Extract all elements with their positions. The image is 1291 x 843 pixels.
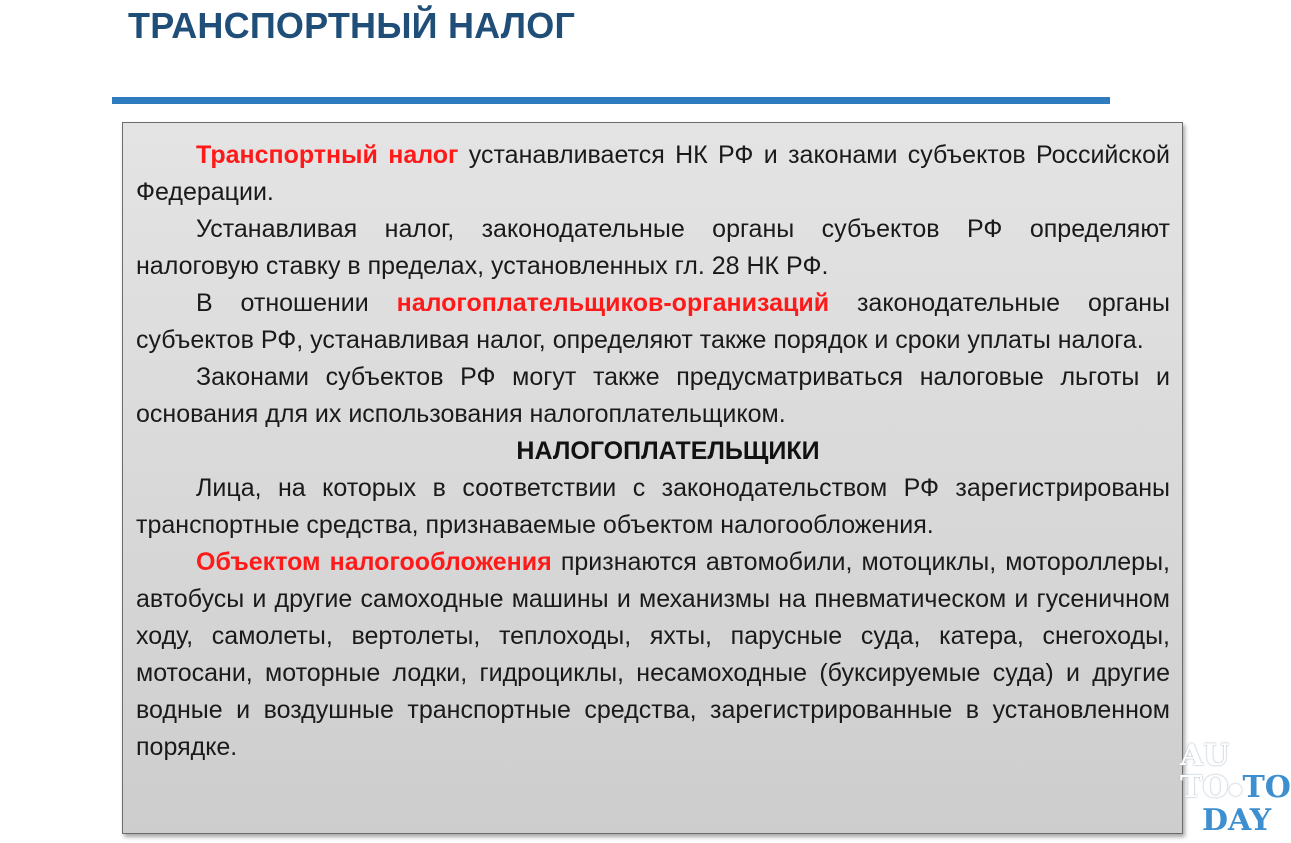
paragraph-benefits: Законами субъектов РФ могут также предусматриваться налоговые льготы и основания для их использования налогоплательщиком. <box>136 363 1170 428</box>
watermark-dot: ● <box>1228 779 1243 798</box>
watermark-line-2-right: TO <box>1242 770 1291 805</box>
paragraph-definition-text: устанавливается НК РФ и законами субъектов Российской Федерации. <box>136 141 1170 206</box>
highlight-object-of-taxation: Объектом налогообложения <box>196 548 552 576</box>
slide-title: ТРАНСПОРТНЫЙ НАЛОГ <box>128 5 576 46</box>
section-heading-taxpayers: НАЛОГОПЛАТЕЛЬЩИКИ <box>516 437 820 465</box>
paragraph-organizations-after: законодательные органы субъектов РФ, устанавливая налог, определяют также порядок и сроки уплаты налога. <box>136 289 1170 354</box>
paragraph-organizations <box>136 285 1170 359</box>
watermark-line-1: AU <box>1180 738 1230 773</box>
watermark-line-3: DAY <box>1202 803 1272 838</box>
paragraph-organizations-before: В отношении <box>196 289 397 317</box>
highlight-taxpayer-organizations: налогоплательщиков-организаций <box>396 289 830 317</box>
watermark-line-2 <box>1180 770 1291 805</box>
content-box <box>122 122 1183 834</box>
paragraph-object-text: признаются автомобили, мотоциклы, мотороллеры, автобусы и другие самоходные машины и механизмы на пневматическом и гусеничном ходу, самолеты, вертолеты, теплоходы, яхты, парусные суда, катера, снегоходы, мотосани, моторные лодки, гидроциклы, несамоходные (буксируемые суда) и другие водные и воздушные транспортные средства, зарегистрированные в установленном порядке. <box>136 548 1170 761</box>
paragraph-taxpayers: Лица, на которых в соответствии с законодательством РФ зарегистрированы транспортные средства, признаваемые объектом налогообложения. <box>136 474 1170 539</box>
paragraph-definition <box>136 137 1170 211</box>
paragraph-object <box>136 544 1170 766</box>
autotoday-watermark-logo <box>1180 738 1291 840</box>
paragraph-tax-rate: Устанавливая налог, законодательные органы субъектов РФ определяют налоговую ставку в пределах, установленных гл. 28 НК РФ. <box>136 215 1170 280</box>
highlight-transport-tax: Транспортный налог <box>196 141 459 169</box>
watermark-line-2-left: TO <box>1180 770 1229 805</box>
title-underline <box>112 97 1110 104</box>
